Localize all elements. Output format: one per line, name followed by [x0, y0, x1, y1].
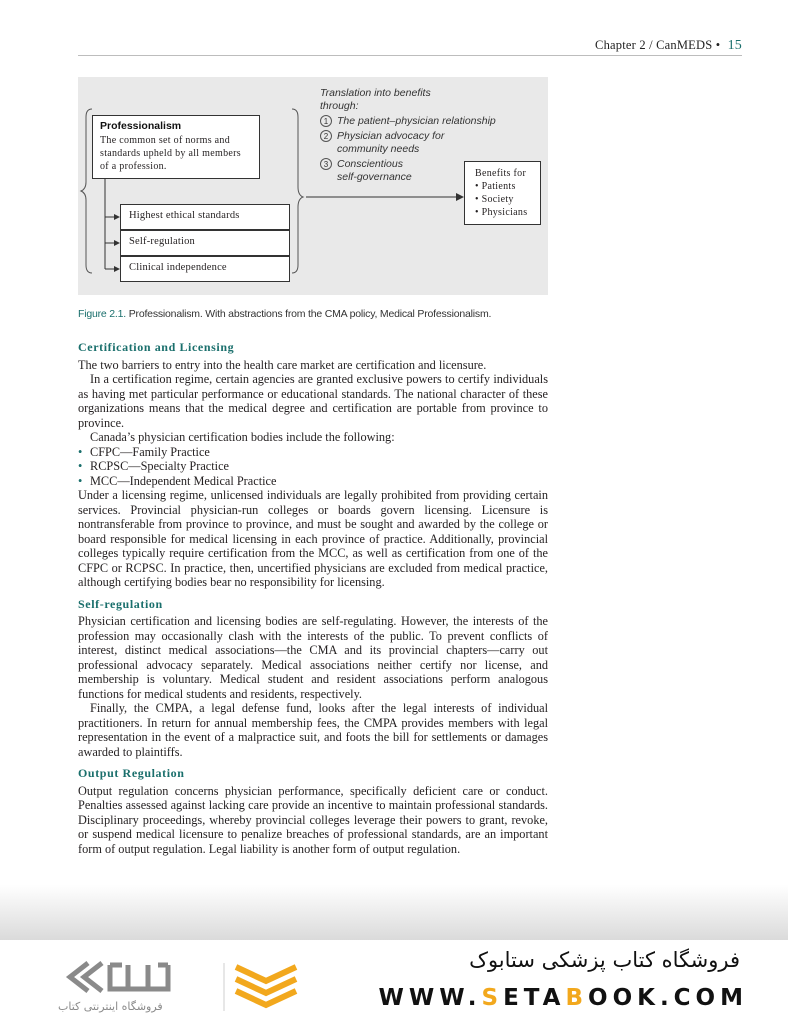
- logo-caption: فروشگاه اینترنتی کتاب: [58, 1000, 163, 1013]
- url-accent: B: [565, 985, 589, 1011]
- benefits-box: [464, 161, 541, 225]
- section-heading-self-regulation: Self-regulation: [78, 596, 163, 611]
- running-header: [595, 38, 742, 54]
- benefits-arrow-head: [456, 193, 464, 201]
- paragraph: Canada’s physician certification bodies include the following:: [90, 430, 395, 444]
- paragraph: The two barriers to entry into the health care market are certification and licensure.: [78, 357, 487, 372]
- body-text: [78, 340, 548, 856]
- circled-number-1: 1: [320, 115, 332, 127]
- list-item: • CFPC—Family Practice: [78, 445, 548, 460]
- right-brace: [292, 109, 303, 273]
- section-heading-certification: Certification and Licensing: [78, 340, 235, 354]
- url-part: ETA: [503, 985, 566, 1011]
- sub-item-ethical-standards: Highest ethical standards: [120, 204, 290, 230]
- translation-heading: Translation into benefits through:: [320, 87, 431, 112]
- paragraph: In a certification regime, certain agencies are granted exclusive powers to certify individuals as having met particular performance or educational standards. The national character of these organizations means that the medical degree and certification are portable from province to province.: [78, 372, 548, 430]
- professionalism-title: Professionalism: [100, 120, 182, 132]
- circled-number-2: 2: [320, 130, 332, 142]
- translation-item-text: Physician advocacy for community needs: [337, 130, 445, 155]
- caption-label: Figure 2.1.: [78, 308, 126, 320]
- professionalism-description: The common set of norms and standards upheld by all members of a profession.: [100, 135, 241, 172]
- header-rule: [78, 55, 742, 56]
- benefits-title: Benefits for: [475, 168, 527, 179]
- store-name: فروشگاه کتاب پزشکی ستابوک: [469, 948, 740, 972]
- sub-item-clinical-independence: Clinical independence: [120, 256, 290, 282]
- translation-item-text: Conscientious self-governance: [337, 158, 412, 183]
- professionalism-box: [92, 115, 260, 179]
- paragraph: Under a licensing regime, unlicensed individuals are legally prohibited from providing certain services. Provincial physician-run colleges or boards govern licensing. Licensure is nontransferable from province to province, and must be sought and awarded by the college or board responsible for medical licensing in each province of practice. Additionally, provincial colleges typically require certification from the MCC, as well as certification from one of the CFPC or RCPSC. In practice, then, uncertified physicians are excluded from medical practice, although certifying bodies bear no responsibility for licensing.: [78, 488, 548, 589]
- list-item: • MCC—Independent Medical Practice: [78, 474, 548, 489]
- url-part: WWW.: [378, 985, 482, 1011]
- list-item: • RCPSC—Specialty Practice: [78, 459, 548, 474]
- store-url[interactable]: [379, 985, 749, 1011]
- translation-item: [320, 130, 520, 156]
- url-part: OOK.COM: [588, 985, 748, 1011]
- paragraph: Output regulation concerns physician performance, specifically deficient care or conduct. Penalties assessed against lacking care provide an incentive to maintain professional standards. Disciplinary proceedings, whereby provincial colleges leverage their powers to grant, revoke, or suspend medical licensure to penalize breaches of professional standards, are an important form of output regulation. Legal liability is another form of output regulation.: [78, 783, 548, 856]
- url-accent: S: [481, 985, 504, 1011]
- translation-item-text: The patient–physician relationship: [337, 115, 496, 127]
- benefit-item: • Physicians: [475, 207, 528, 218]
- figure-professionalism: [78, 77, 548, 295]
- sub-item-self-regulation: Self-regulation: [120, 230, 290, 256]
- caption-text: Professionalism. With abstractions from the CMA policy, Medical Professionalism.: [126, 308, 492, 320]
- left-brace: [81, 109, 92, 273]
- paragraph: Finally, the CMPA, a legal defense fund, looks after the legal interests of individual practitioners. In return for annual membership fees, the CMPA provides members with legal representation in the event of a malpractice suit, and foots the bill for settlements or damages awarded to plaintiffs.: [78, 701, 548, 759]
- page-number: 15: [727, 38, 742, 53]
- benefit-item: • Patients: [475, 181, 516, 192]
- section-heading-output-regulation: Output Regulation: [78, 766, 185, 780]
- figure-caption: [78, 308, 491, 320]
- benefit-item: • Society: [475, 194, 514, 205]
- footer-shadow: [0, 885, 788, 945]
- translation-item: [320, 115, 520, 128]
- circled-number-3: 3: [320, 158, 332, 170]
- running-title: Chapter 2 / CanMEDS •: [595, 38, 721, 52]
- paragraph: Physician certification and licensing bodies are self-regulating. However, the interests of the profession may occasionally clash with the interests of the public. To prevent conflicts of interest, distinct medical associations—the CMA and its provincial chapters—carry out professional advocacy separately. Medical associations neither certify nor license, and membership is voluntary. Medical student and resident associations perform analogous functions for medical students and residents, respectively.: [78, 614, 548, 701]
- certification-bodies-list: [78, 445, 548, 489]
